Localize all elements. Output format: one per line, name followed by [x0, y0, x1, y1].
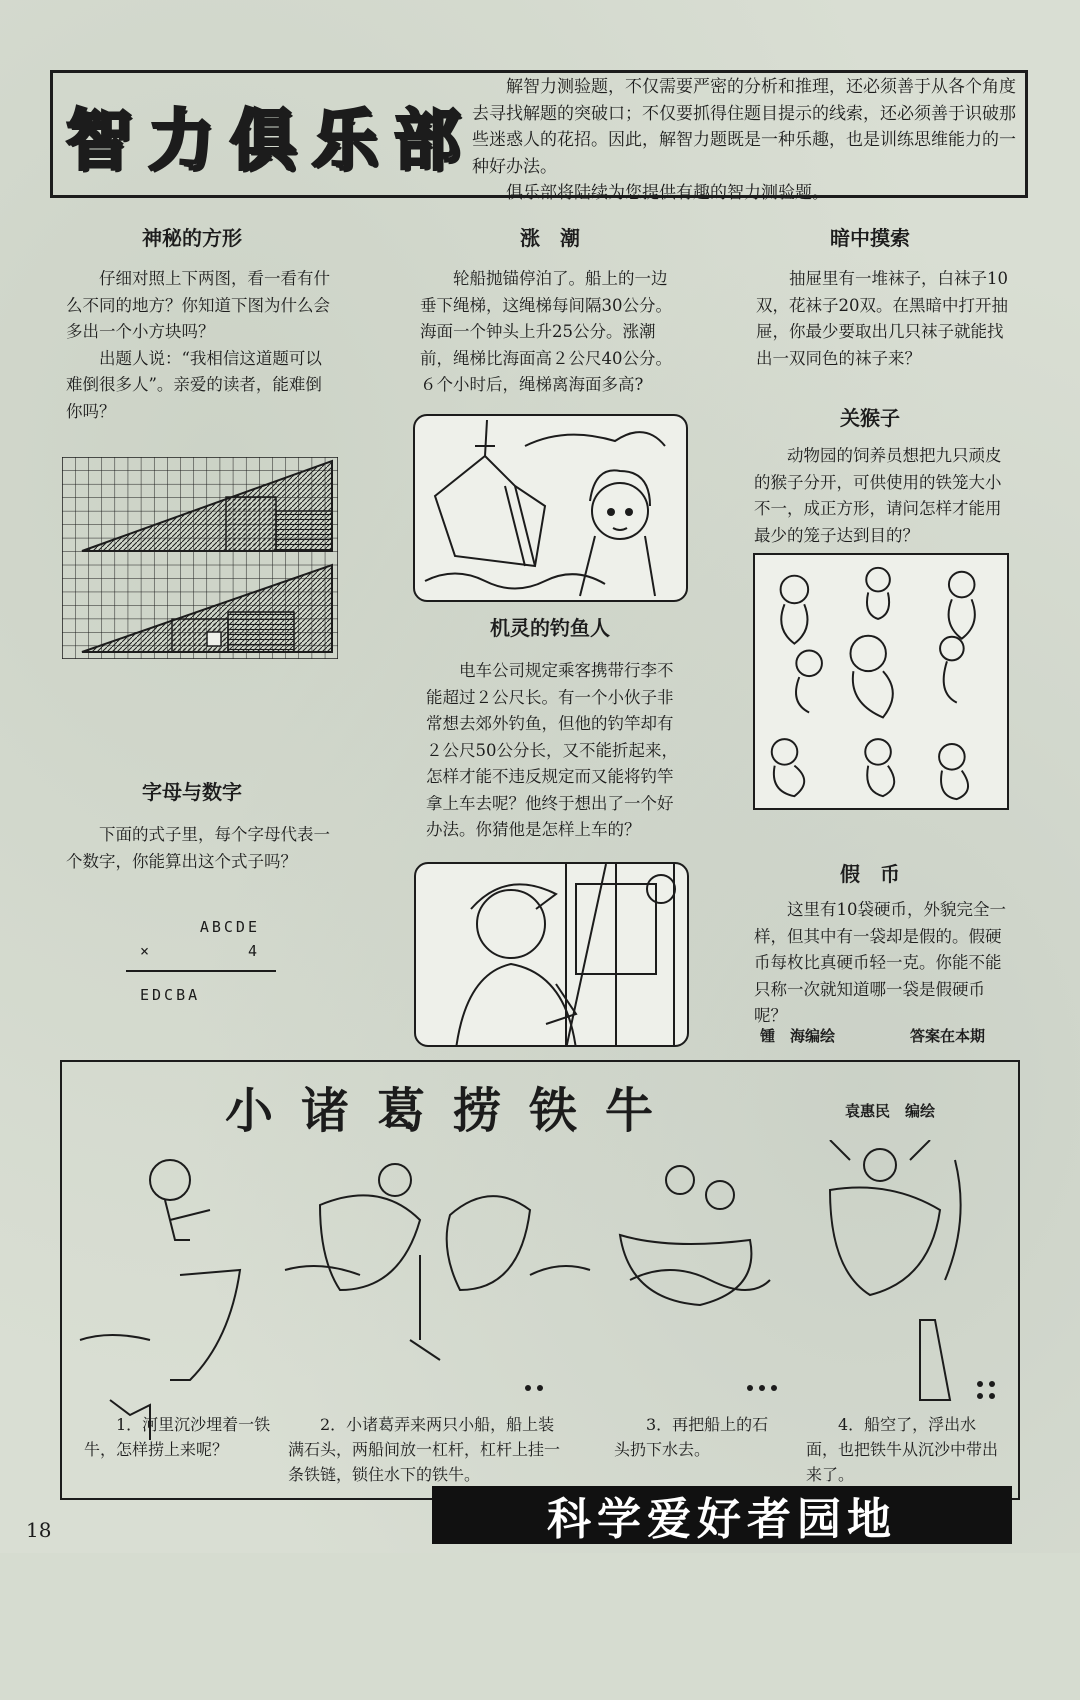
- club-title-char: 智: [66, 101, 132, 179]
- ship-drawing: [415, 416, 688, 602]
- square-paragraph: 出题人说：“我相信这道题可以难倒很多人”。亲爱的读者，能难倒你吗？: [66, 348, 322, 421]
- intro-text: [472, 74, 1024, 207]
- intro-paragraph: 解智力测验题，不仅需要严密的分析和推理，还必须善于从各个角度去寻找解题的突破口；不仅要抓得住题目提示的线索，还必须善于识破那些迷惑人的花招。因此，解智力题既是一种乐趣，也是训练思维能力的一种好办法。: [472, 77, 1016, 177]
- square-text: [66, 266, 334, 425]
- formula-multiply-line: [140, 942, 260, 960]
- comic-caption-4: 4．船空了，浮出水面，也把铁牛从沉沙中带出来了。: [806, 1415, 999, 1484]
- dark-title: 暗中摸索: [830, 226, 910, 250]
- fisher-illustration: [414, 862, 689, 1047]
- formula-line: ABCDE: [199, 918, 260, 936]
- club-title-char: 俱: [230, 101, 296, 179]
- coin-answer-note: 答案在本期: [910, 1027, 986, 1045]
- club-title-char: 力: [148, 101, 214, 179]
- comic-caption-3: 3．再把船上的石头扔下水去。: [614, 1415, 769, 1459]
- formula-result: EDCBA: [140, 986, 201, 1004]
- coin-author: 锺 海编绘: [760, 1027, 836, 1045]
- formula-rule: [126, 970, 276, 972]
- square-paragraph: 仔细对照上下两图，看一看有什么不同的地方？你知道下图为什么会多出一个小方块吗？: [66, 269, 330, 341]
- fisher-drawing: [416, 864, 689, 1047]
- monkeys-drawing: [755, 555, 1007, 808]
- intro-paragraph: 俱乐部将陆续为您提供有趣的智力测验题。: [506, 183, 829, 203]
- fisher-title: 机灵的钓鱼人: [490, 616, 610, 640]
- club-title-char: 部: [394, 101, 460, 179]
- tide-text: 轮船抛锚停泊了。船上的一边垂下绳梯，这绳梯每间隔30公分。海面一个钟头上升25公分。涨潮前，绳梯比海面高２公尺40公分。６个小时后，绳梯离海面多高?: [420, 269, 672, 394]
- comic-caption-1: 1．河里沉沙埋着一铁牛，怎样捞上来呢？: [84, 1415, 271, 1459]
- comic-caption-2: 2．小诸葛弄来两只小船，船上装满石头，两船间放一杠杆，杠杆上挂一条铁链，锁住水下的铁牛。: [288, 1415, 561, 1484]
- letters-title: 字母与数字: [142, 780, 242, 804]
- page-number: 18: [26, 1518, 52, 1542]
- monkey-title: 关猴子: [840, 406, 900, 430]
- formula-multiplier: 4: [247, 942, 260, 960]
- coin-text: 这里有10袋硬币，外貌完全一样，但其中有一袋却是假的。假硬币每枚比真硬币轻一克。你能不能只称一次就知道哪一袋是假硬币呢？: [754, 900, 1006, 1025]
- ship-illustration: [413, 414, 688, 602]
- dark-text: 抽屉里有一堆袜子，白袜子10双，花袜子20双。在黑暗中打开抽屉，你最少要取出几只袜子就能找出一双同色的袜子来？: [756, 269, 1008, 368]
- letters-text: 下面的式子里，每个字母代表一个数字，你能算出这个式子吗？: [66, 825, 330, 871]
- fisher-text: 电车公司规定乘客携带行李不能超过２公尺长。有一个小伙子非常想去郊外钓鱼，但他的钓竿却有２公尺50公分长，又不能折起来，怎样才能不违反规定而又能将钓竿拿上车去呢？他终于想出了一个好办法。你猜他是怎样上车的？: [426, 661, 678, 839]
- club-title: [58, 82, 468, 186]
- square-title: 神秘的方形: [142, 226, 242, 250]
- comic-author: 袁惠民 编绘: [845, 1102, 936, 1120]
- formula-times: ×: [140, 942, 153, 960]
- section-banner-text: 科学爱好者园地: [547, 1494, 897, 1545]
- monkey-illustration: [753, 553, 1009, 810]
- club-title-char: 乐: [312, 101, 378, 179]
- monkey-text: 动物园的饲养员想把九只顽皮的猴子分开，可供使用的铁笼大小不一，成正方形，请问怎样才能用最少的笼子达到目的？: [754, 446, 1002, 545]
- grid-triangle-figure: [62, 457, 338, 659]
- section-banner: [432, 1486, 1012, 1544]
- letters-formula: [140, 918, 260, 960]
- tide-title: 涨 潮: [520, 226, 580, 250]
- coin-title: 假 币: [840, 862, 900, 886]
- comic-title: 小诸葛捞铁牛: [225, 1083, 682, 1139]
